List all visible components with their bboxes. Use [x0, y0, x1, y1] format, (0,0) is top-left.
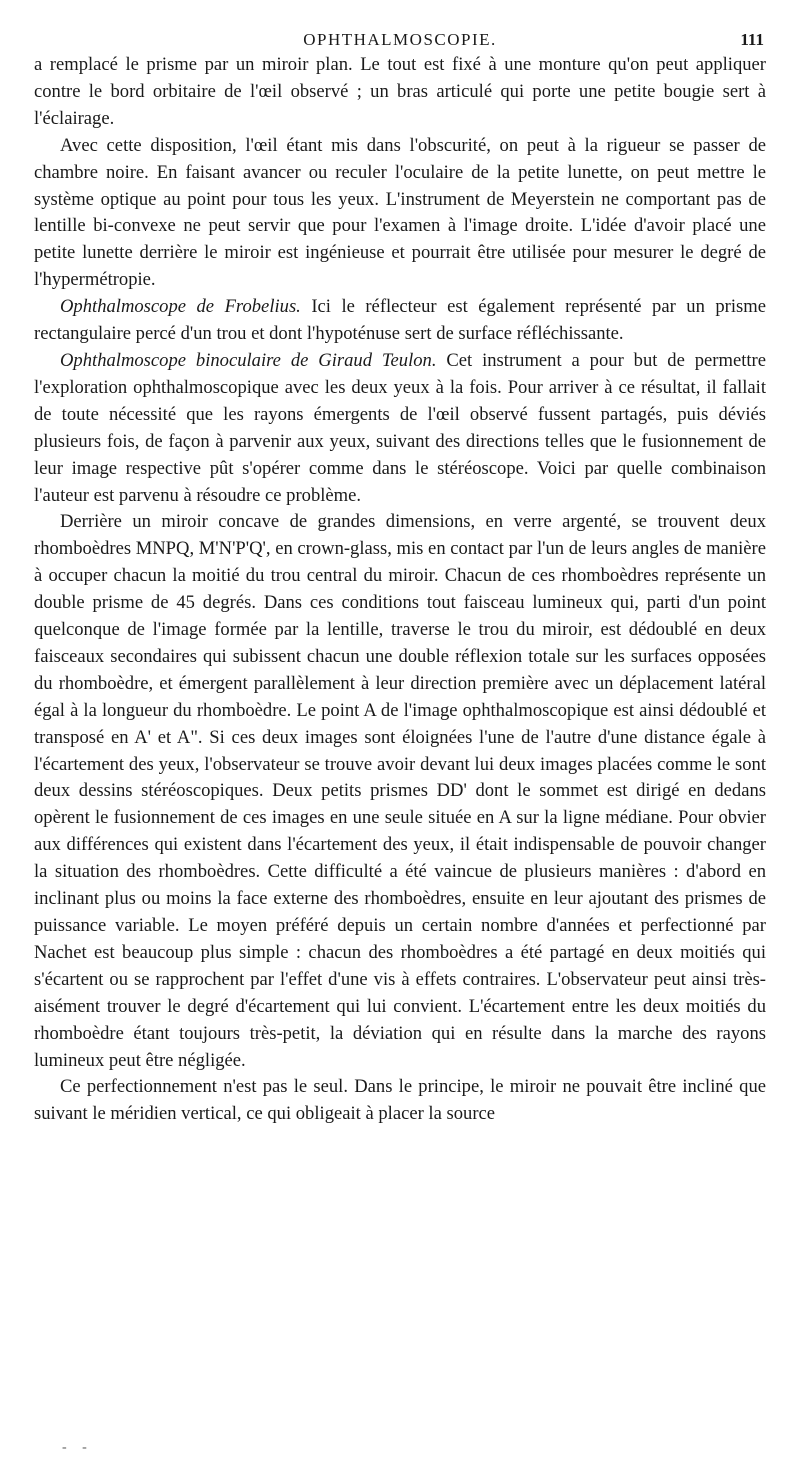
paragraph-1 — [34, 52, 766, 133]
paragraph-4 — [34, 348, 766, 509]
section-heading-frobelius: Ophthalmoscope de Frobelius. — [60, 296, 301, 318]
paragraph-2 — [34, 133, 766, 294]
paragraph-6 — [34, 1074, 766, 1128]
paragraph-text: Ce perfectionnement n'est pas le seul. Dans le principe, le miroir ne pouvait être incliné que suivant le méridien vertical, ce qui obligeait à placer la source — [34, 1076, 766, 1125]
paragraph-3 — [34, 294, 766, 348]
running-title: OPHTHALMOSCOPIE. — [303, 30, 497, 49]
section-heading-giraud-teulon: Ophthalmoscope binoculaire de Giraud Teulon. — [60, 349, 437, 371]
book-page — [34, 28, 766, 1128]
paragraph-5 — [34, 509, 766, 1074]
paragraph-text: Derrière un miroir concave de grandes dimensions, en verre argenté, se trouvent deux rhomboèdres MNPQ, M'N'P'Q', en crown-glass, mis en contact par l'un de leurs angles de manière à occuper chacun la moitié du trou central du miroir. Chacun de ces rhomboèdres représente un double prisme de 45 degrés. Dans ces conditions tout faisceau lumineux qui, parti d'un point quelconque de l'image formée par la lentille, traverse le trou du miroir, est dédoublé en deux faisceaux secondaires qui subissent chacun une double réflexion totale sur les surfaces opposées du rhomboèdre, et émergent parallèlement à leur direction première avec un déplacement latéral égal à la longueur du rhomboèdre. Le point A de l'image ophthalmoscopique est ainsi dédoublé et transposé en A' et A". Si ces deux images sont éloignées l'une de l'autre d'une distance égale à l'écartement des yeux, l'observateur se trouve avoir devant lui deux images placées comme le sont deux dessins stéréoscopiques. Deux petits prismes DD' dont le sommet est dirigé en dedans opèrent le fusionnement de ces images en une seule située en A sur la ligne médiane. Pour obvier aux différences qui existent dans l'écartement des yeux, il était indispensable de pouvoir changer la situation des rhomboèdres. Cette difficulté a été vaincue de plusieurs manières : d'abord en inclinant plus ou moins la face externe des rhomboèdres, ensuite en leur ajoutant des prismes de puissance variable. Le moyen préféré depuis un certain nombre d'années et perfectionné par Nachet est beaucoup plus simple : chacun des rhomboèdres a été partagé en deux moitiés qui s'écartent ou se rapprochent par l'effet d'une vis à effets contraires. L'observateur peut ainsi très-aisément trouver le degré d'écartement qui lui convient. L'écartement entre les deux moitiés du rhomboèdre étant toujours très-petit, la déviation qui en résulte dans la marche des rayons lumineux peut être négligée. — [34, 511, 766, 1071]
paragraph-text: Ici le réflecteur est également représenté par un prisme rectangulaire percé d'un trou et dont l'hypoténuse sert de surface réfléchissante. — [34, 296, 766, 345]
paragraph-text: Avec cette disposition, l'œil étant mis dans l'obscurité, on peut à la rigueur se passer de chambre noire. En faisant avancer ou reculer l'oculaire de la petite lunette, on peut mettre le système optique au point pour tous les yeux. L'instrument de Meyerstein ne comportant pas de lentille bi-convexe ne peut servir que pour l'examen à l'image droite. L'idée d'avoir placé une petite lunette derrière le miroir est ingénieuse et pourrait être utilisée pour mesurer le degré de l'hypermétropie. — [34, 134, 766, 291]
paragraph-text: Cet instrument a pour but de permettre l'exploration ophthalmoscopique avec les deux yeux à la fois. Pour arriver à ce résultat, il fallait de toute nécessité que les rayons émergents de l'œil observé fussent partagés, puis déviés plusieurs fois, de façon à parvenir aux yeux, suivant des directions telles que le fusionnement de leur image respective pût s'opérer comme dans le stéréoscope. Voici par quelle combinaison l'auteur est parvenu à résoudre ce problème. — [34, 349, 766, 506]
paragraph-text: a remplacé le prisme par un miroir plan. Le tout est fixé à une monture qu'on peut appliquer contre le bord orbitaire de l'œil observé ; un bras articulé qui porte une petite bougie sert à l'éclairage. — [34, 54, 766, 129]
page-header — [34, 28, 766, 50]
page-number: 111 — [740, 30, 764, 49]
print-marks: - - — [62, 1440, 93, 1455]
